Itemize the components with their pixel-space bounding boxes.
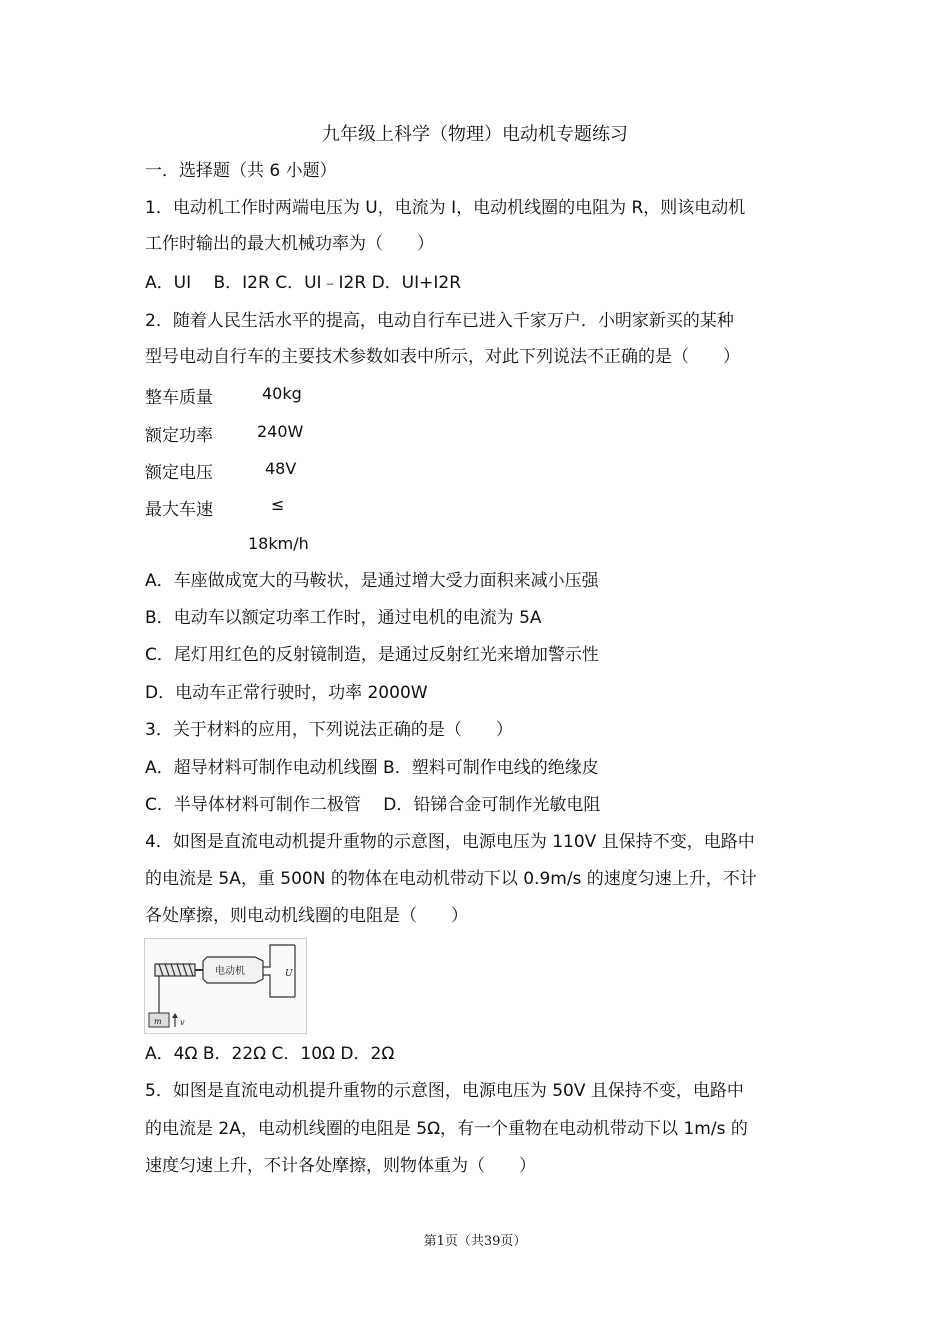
q3-options-cd: C．半导体材料可制作二极管 D．铅锑合金可制作光敏电阻	[145, 795, 601, 815]
q1-line1: 1．电动机工作时两端电压为 U，电流为 I，电动机线圈的电阻为 R，则该电动机	[145, 198, 746, 218]
page-footer: 第1页（共39页）	[423, 1234, 527, 1249]
spec-label-speed: 最大车速	[145, 500, 213, 520]
q5-line3: 速度匀速上升，不计各处摩擦，则物体重为（ ）	[145, 1156, 536, 1176]
spec-label-voltage: 额定电压	[145, 463, 213, 483]
q2-line2: 型号电动自行车的主要技术参数如表中所示，对此下列说法不正确的是（ ）	[145, 347, 740, 367]
spec-label-mass: 整车质量	[145, 388, 213, 408]
q3-line1: 3．关于材料的应用，下列说法正确的是（ ）	[145, 720, 513, 740]
svg-text:v: v	[180, 1018, 185, 1027]
q4-options: A．4Ω B．22Ω C．10Ω D．2Ω	[145, 1044, 395, 1064]
mass-block	[149, 1013, 169, 1027]
page-title: 九年级上科学（物理）电动机专题练习	[322, 124, 628, 145]
q4-line2: 的电流是 5A，重 500N 的物体在电动机带动下以 0.9m/s 的速度匀速上升，不计	[145, 869, 757, 889]
winch-drum	[155, 964, 195, 976]
spec-value-speed: ≤	[271, 495, 285, 514]
spec-label-power: 额定功率	[145, 426, 213, 446]
q2-option-a: A．车座做成宽大的马鞍状，是通过增大受力面积来减小压强	[145, 571, 599, 591]
q5-line2: 的电流是 2A，电动机线圈的电阻是 5Ω，有一个重物在电动机带动下以 1m/s 的	[145, 1119, 748, 1139]
velocity-arrow	[172, 1013, 185, 1027]
svg-text:U: U	[285, 969, 293, 979]
motor-diagram	[144, 938, 307, 1034]
motor-label: 电动机	[215, 966, 245, 977]
voltage-arrow	[285, 949, 295, 993]
spec-value-speed-extra: 18km/h	[248, 534, 309, 553]
spec-value-mass: 40kg	[262, 384, 302, 403]
q2-option-c: C．尾灯用红色的反射镜制造，是通过反射红光来增加警示性	[145, 645, 599, 665]
spec-value-power: 240W	[257, 422, 304, 441]
section-heading: 一．选择题（共 6 小题）	[145, 161, 337, 181]
q1-options: A．UI B．I2R C．UI﹣I2R D．UI+I2R	[145, 273, 462, 293]
q4-line1: 4．如图是直流电动机提升重物的示意图，电源电压为 110V 且保持不变，电路中	[145, 832, 755, 852]
q5-line1: 5．如图是直流电动机提升重物的示意图，电源电压为 50V 且保持不变，电路中	[145, 1081, 744, 1101]
motor-body	[203, 957, 263, 983]
svg-text:m: m	[154, 1017, 162, 1026]
q4-line3: 各处摩擦，则电动机线圈的电阻是（ ）	[145, 906, 468, 926]
q3-options-ab: A．超导材料可制作电动机线圈 B．塑料可制作电线的绝缘皮	[145, 758, 599, 778]
q2-line1: 2．随着人民生活水平的提高，电动自行车已进入千家万户．小明家新买的某种	[145, 311, 734, 331]
q2-option-b: B．电动车以额定功率工作时，通过电机的电流为 5A	[145, 608, 542, 628]
spec-value-voltage: 48V	[265, 459, 297, 478]
q1-line2: 工作时输出的最大机械功率为（ ）	[145, 234, 434, 254]
q2-option-d: D．电动车正常行驶时，功率 2000W	[145, 683, 428, 703]
